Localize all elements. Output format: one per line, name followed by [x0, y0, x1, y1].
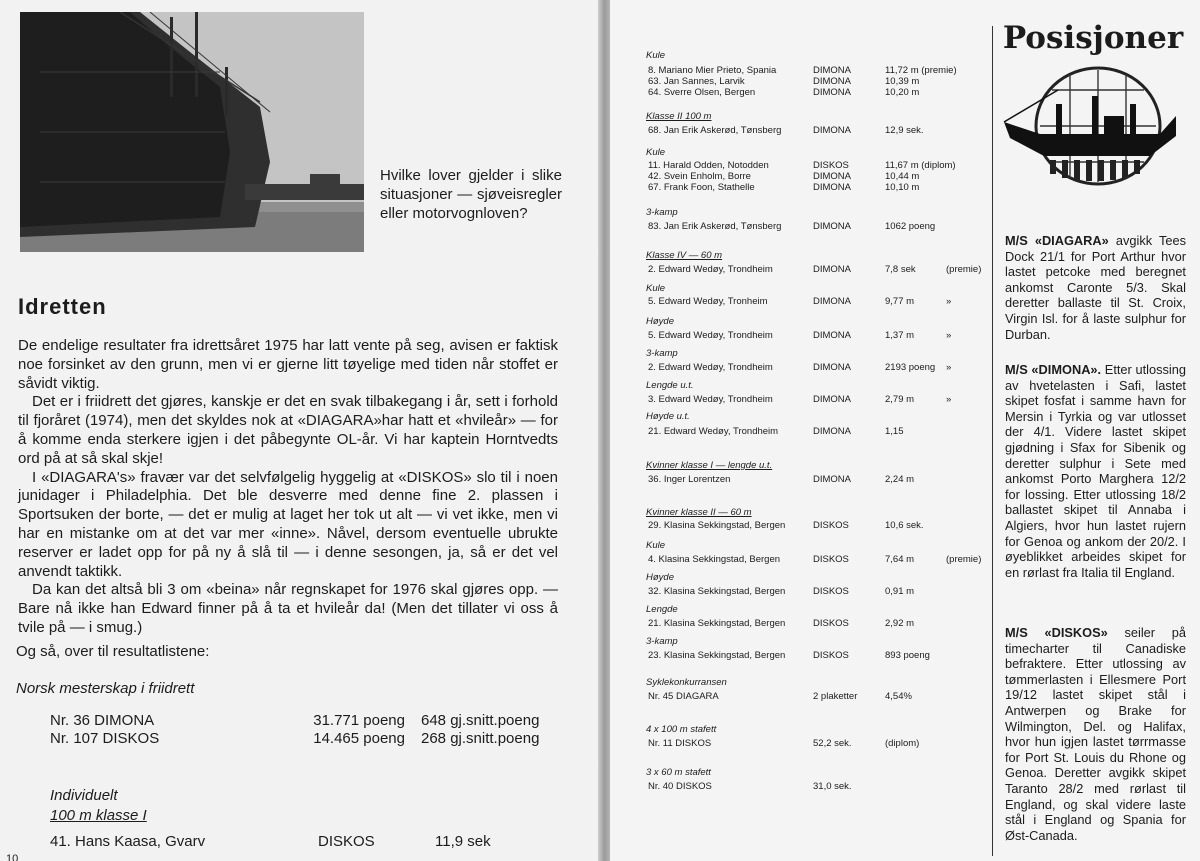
result-value: 1,37 m — [885, 330, 915, 341]
ship-position-paragraph — [1005, 625, 1186, 843]
result-name: Nr. 45 DIAGARA — [648, 691, 719, 702]
result-note: (premie) — [946, 554, 982, 565]
section-heading: Idretten — [18, 294, 107, 319]
sidebar-divider — [992, 26, 993, 856]
ship-logo — [1000, 60, 1184, 195]
result-name: 42. Svein Enholm, Borre — [648, 171, 751, 182]
result-club: DISKOS — [813, 554, 849, 565]
ship-position-paragraph — [1005, 362, 1186, 580]
result-value: 4,54% — [885, 691, 912, 702]
result-name: Nr. 11 DISKOS — [648, 738, 712, 749]
result-event-heading: Høyde u.t. — [646, 411, 690, 422]
result-club: DISKOS — [813, 618, 849, 629]
result-event-heading: Lengde u.t. — [646, 380, 694, 391]
result-event-heading: Kule — [646, 540, 666, 551]
result-note: » — [946, 296, 952, 307]
result-name: 67. Frank Foon, Stathelle — [648, 182, 755, 193]
result-name: 5. Edward Wedøy, Trondheim — [648, 330, 773, 341]
result-event-heading: 3-kamp — [646, 636, 678, 647]
result-note: » — [946, 330, 952, 341]
result-event-heading: 3-kamp — [646, 207, 678, 218]
team-name: Nr. 36 DIMONA — [50, 712, 155, 729]
result-value: 2,79 m — [885, 394, 915, 405]
ship-name: M/S «DISKOS» — [1005, 625, 1108, 640]
result-club: DIMONA — [813, 87, 851, 98]
result-value: (diplom) — [885, 738, 920, 749]
article-paragraph: De endelige resultater fra idrettsåret 1975 har latt vente på seg, avisen er faktisk noe forsinket av den grunn, men vi er gjerne litt tøyelige med tiden når stoffet er såvidt viktig. — [18, 337, 558, 392]
result-club: DIMONA — [813, 221, 851, 232]
result-club: DIMONA — [813, 296, 851, 307]
class-label: 100 m klasse I — [50, 807, 147, 824]
result-event-heading: Høyde — [646, 316, 674, 327]
championship-title: Norsk mesterskap i friidrett — [16, 680, 195, 697]
ship-position-text: seiler på timecharter til Canadiske befraktere. Etter utlossing av tømmerlasten i Ellesmere Port 19/12 lastet skipet stål i Antwerpen og Brake for Wilmington, Del. og Halifax, hvor hun igjen lastet tørrmasse for Port St. Louis du Rhone og Genoa. Deretter avgikk skipet Taranto 28/2 med rørlast til England, og skal videre laste stål i England og Spania for Øst-Canada. — [1005, 625, 1186, 843]
result-name: 5. Edward Wedøy, Tronheim — [648, 296, 768, 307]
result-value: 11,72 m (premie) — [885, 65, 957, 76]
ship-position-paragraph — [1005, 233, 1186, 342]
result-club: 52,2 sek. — [813, 738, 852, 749]
result-name: 21. Edward Wedøy, Trondheim — [648, 426, 779, 437]
result-club: DISKOS — [813, 160, 849, 171]
result-club: DIMONA — [813, 394, 851, 405]
result-name: 11. Harald Odden, Notodden — [648, 160, 769, 171]
result-club: DISKOS — [813, 586, 849, 597]
team-points: 31.771 poeng — [313, 712, 405, 729]
result-value: 1062 poeng — [885, 221, 936, 232]
ship-name: M/S «DIMONA». — [1005, 362, 1102, 377]
result-name: 21. Klasina Sekkingstad, Bergen — [648, 618, 786, 629]
result-club: DIMONA — [813, 65, 851, 76]
team-average: 648 gj.snitt.poeng — [421, 712, 540, 729]
result-club: DIMONA — [813, 171, 851, 182]
result-value: 10,10 m — [885, 182, 920, 193]
article-body — [18, 337, 558, 638]
team-average: 268 gj.snitt.poeng — [421, 730, 540, 747]
result-club: DIMONA — [813, 125, 851, 136]
result-value: 10,20 m — [885, 87, 920, 98]
result-club: DIMONA — [813, 182, 851, 193]
result-club: DIMONA — [813, 362, 851, 373]
result-name: 29. Klasina Sekkingstad, Bergen — [648, 520, 786, 531]
result-value: 0,91 m — [885, 586, 915, 597]
result-class-heading: Kvinner klasse I — lengde u.t. — [646, 460, 773, 471]
result-class-heading: Klasse IV — 60 m — [646, 250, 723, 261]
result-time: 11,9 sek — [435, 833, 491, 850]
results-intro: Og så, over til resultatlistene: — [16, 643, 210, 660]
result-name: 64. Sverre Olsen, Bergen — [648, 87, 756, 98]
result-name: 32. Klasina Sekkingstad, Bergen — [648, 586, 786, 597]
result-club: DIMONA — [813, 264, 851, 275]
ship-name: M/S «DIAGARA» — [1005, 233, 1109, 248]
individual-label: Individuelt — [50, 787, 118, 804]
photo-caption: Hvilke lover gjelder i slike situasjoner — sjøveisregler eller motorvognloven? — [380, 167, 562, 222]
result-note: » — [946, 394, 952, 405]
result-value: 10,39 m — [885, 76, 920, 87]
result-value: 10,6 sek. — [885, 520, 924, 531]
result-name: 41. Hans Kaasa, Gvarv — [50, 833, 206, 850]
ship-photo — [20, 12, 364, 252]
ship-logo-icon — [1000, 60, 1184, 190]
result-club: DIMONA — [813, 330, 851, 341]
bleed-through-area — [380, 20, 580, 150]
result-value: 7,64 m — [885, 554, 915, 565]
result-club: DISKOS — [813, 520, 849, 531]
result-club: DIMONA — [813, 426, 851, 437]
result-event-heading: 3-kamp — [646, 348, 678, 359]
result-class-heading: Klasse II 100 m — [646, 111, 712, 122]
result-value: 2,92 m — [885, 618, 915, 629]
article-paragraph: Da kan det altså bli 3 om «beina» når regnskapet for 1976 skal gjøres opp. — Bare nå ikke han Edward finner på å ta et hvileår da! (Men det tillater vi oss å tvile på — i smug.) — [18, 581, 558, 636]
result-name: 8. Mariano Mier Prieto, Spania — [648, 65, 777, 76]
result-event-heading: Syklekonkurransen — [646, 677, 727, 688]
result-note: (premie) — [946, 264, 982, 275]
result-name: Nr. 40 DISKOS — [648, 781, 712, 792]
result-event-heading: Kule — [646, 50, 666, 61]
result-name: 63. Jan Sannes, Larvik — [648, 76, 745, 87]
result-value: 2193 poeng — [885, 362, 936, 373]
result-value: 12,9 sek. — [885, 125, 924, 136]
result-value: 1,15 — [885, 426, 904, 437]
result-event-heading: 3 x 60 m stafett — [646, 767, 711, 778]
result-event-heading: Kule — [646, 147, 666, 158]
result-event-heading: Lengde — [646, 604, 678, 615]
ship-photo-image — [20, 12, 364, 252]
result-event-heading: Høyde — [646, 572, 674, 583]
result-value: 9,77 m — [885, 296, 915, 307]
article-paragraph: I «DIAGARA's» fravær var det selvfølgelig hyggelig at «DISKOS» slo til i noen junidager i Philadelphia. Det ble desverre med denne fine 2. plassen i Sportsuken der borte, — det er mulig at laget her tok ut alt — vi vet ikke, men vi har en mistanke om at det var mer «inne». Nåvel, dersom eventuelle ubrukte reserver er ladet opp for på ny å slå til — i denne sesongen, ja, så er det vel anvendt taktikk. — [18, 468, 558, 580]
result-value: 11,67 m (diplom) — [885, 160, 956, 171]
result-club: DISKOS — [813, 650, 849, 661]
result-name: 83. Jan Erik Askerød, Tønsberg — [648, 221, 782, 232]
ship-position-text: Etter utlossing av hvetelasten i Safi, lastet skipet fosfat i samme havn for Mersin i Tyrkia og var utlosset der 4/1. Videre lastet skipet gjødning i Sfax for Sibenik og deretter sulphur i Sete med ankomst Porto Marghera 12/2 for lossing. Etter utlossing 18/2 ballastet skipet til Annaba i Algiers, hvor hun lastet rujern for Genoa og ankom der 20/2. I øyeblikket arbeides skipet for en rørlast fra Italia til England. — [1005, 362, 1186, 580]
result-value: 2,24 m — [885, 474, 915, 485]
result-value: 893 poeng — [885, 650, 930, 661]
result-name: 23. Klasina Sekkingstad, Bergen — [648, 650, 786, 661]
result-club: DIMONA — [813, 76, 851, 87]
result-name: 3. Edward Wedøy, Trondheim — [648, 394, 773, 405]
result-event-heading: Kule — [646, 283, 666, 294]
result-value: 7,8 sek — [885, 264, 916, 275]
result-club: 31,0 sek. — [813, 781, 852, 792]
result-club: DISKOS — [318, 833, 375, 850]
result-name: 2. Edward Wedøy, Trondheim — [648, 362, 773, 373]
result-name: 68. Jan Erik Askerød, Tønsberg — [648, 125, 782, 136]
result-club: DIMONA — [813, 474, 851, 485]
result-name: 36. Inger Lorentzen — [648, 474, 731, 485]
sidebar-title: Posisjoner — [1002, 20, 1184, 56]
result-class-heading: Kvinner klasse II — 60 m — [646, 507, 752, 518]
result-value: 10,44 m — [885, 171, 920, 182]
result-event-heading: 4 x 100 m stafett — [646, 724, 717, 735]
ship-position-text: avgikk Tees Dock 21/1 for Port Arthur hvor lastet petcoke med beregnet ankomst Caronte 5/3. Skal deretter ballaste til St. Croix, Virgin Isl. for å laste sulphur for Durban. — [1005, 233, 1186, 342]
result-club: 2 plaketter — [813, 691, 858, 702]
team-name: Nr. 107 DISKOS — [50, 730, 160, 747]
team-points: 14.465 poeng — [313, 730, 405, 747]
article-paragraph: Det er i friidrett det gjøres, kanskje er det en svak tilbakegang i år, sett i forhold til fjoråret (1974), men det skyldes nok at «DIAGARA»har hatt et «hvileår» — for å komme enda sterkere igjen i det påbegynte OL-år. Vi har kaptein Horntvedts ord på at så skal skje! — [18, 393, 558, 467]
page-number: 10 — [6, 853, 19, 861]
result-name: 2. Edward Wedøy, Trondheim — [648, 264, 773, 275]
result-name: 4. Klasina Sekkingstad, Bergen — [648, 554, 781, 565]
result-note: » — [946, 362, 952, 373]
